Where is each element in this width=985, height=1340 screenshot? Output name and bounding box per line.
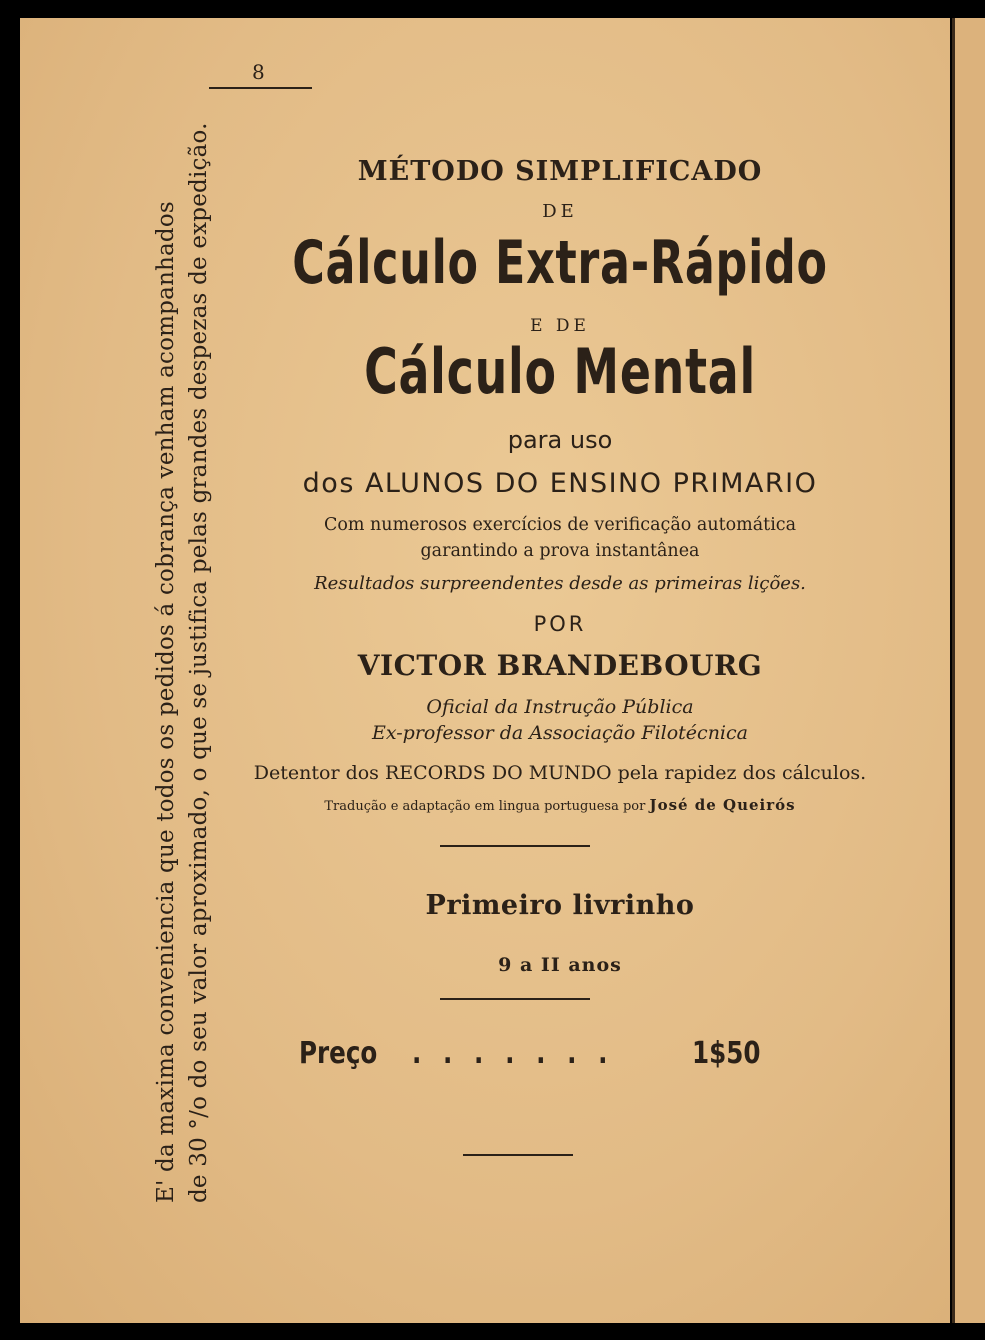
description-line-1: Com numerosos exercícios de verificação automática [323,515,797,535]
book-page [20,18,950,1323]
author-name: VICTOR BRANDEBOURG [357,649,763,682]
translator-name: José de Queirós [649,796,796,814]
page-number-rule [209,87,312,89]
side-note-line-2: de 30 °/o do seu valor aproximado, o que se justifica pelas grandes despezas de expedição. [186,122,212,1203]
divider-3 [463,1154,573,1156]
booklet-name: Primeiro livrinho [425,890,695,921]
title-line-method: MÉTODO SIMPLIFICADO [357,156,763,187]
divider-2 [440,998,590,1000]
title-para-uso: para uso [507,426,613,454]
title-calculo-mental: Cálculo Mental [364,335,756,408]
title-line-e-de: E DE [530,316,590,336]
author-title-2: Ex-professor da Associação Filotécnica [372,722,748,744]
divider-1 [440,845,590,847]
translation-label: Tradução e adaptação em lingua portuguesa por [324,799,646,814]
title-line-de: DE [542,201,578,222]
price-value: 1$50 [692,1036,761,1071]
author-title-1: Oficial da Instrução Pública [426,696,694,718]
description-line-2: garantindo a prova instantânea [420,541,700,561]
side-note-line-1: E' da maxima conveniencia que todos os pedidos á cobrança venham acompanhados [153,201,179,1203]
price-label: Preço [299,1036,378,1071]
title-calculo-extra-rapido: Cálculo Extra-Rápido [292,228,828,298]
author-records: Detentor dos RECORDS DO MUNDO pela rapidez dos cálculos. [253,762,867,784]
description-results: Resultados surpreendentes desde as primeiras lições. [314,573,806,594]
booklet-ages: 9 a II anos [498,954,622,976]
adjacent-page-edge [952,18,985,1323]
translation-credit [190,796,930,814]
title-audience: dos ALUNOS DO ENSINO PRIMARIO [302,468,818,499]
page-number: 8 [252,60,265,84]
author-by: POR [533,612,587,636]
price-dots: . . . . . . . [412,1036,615,1071]
